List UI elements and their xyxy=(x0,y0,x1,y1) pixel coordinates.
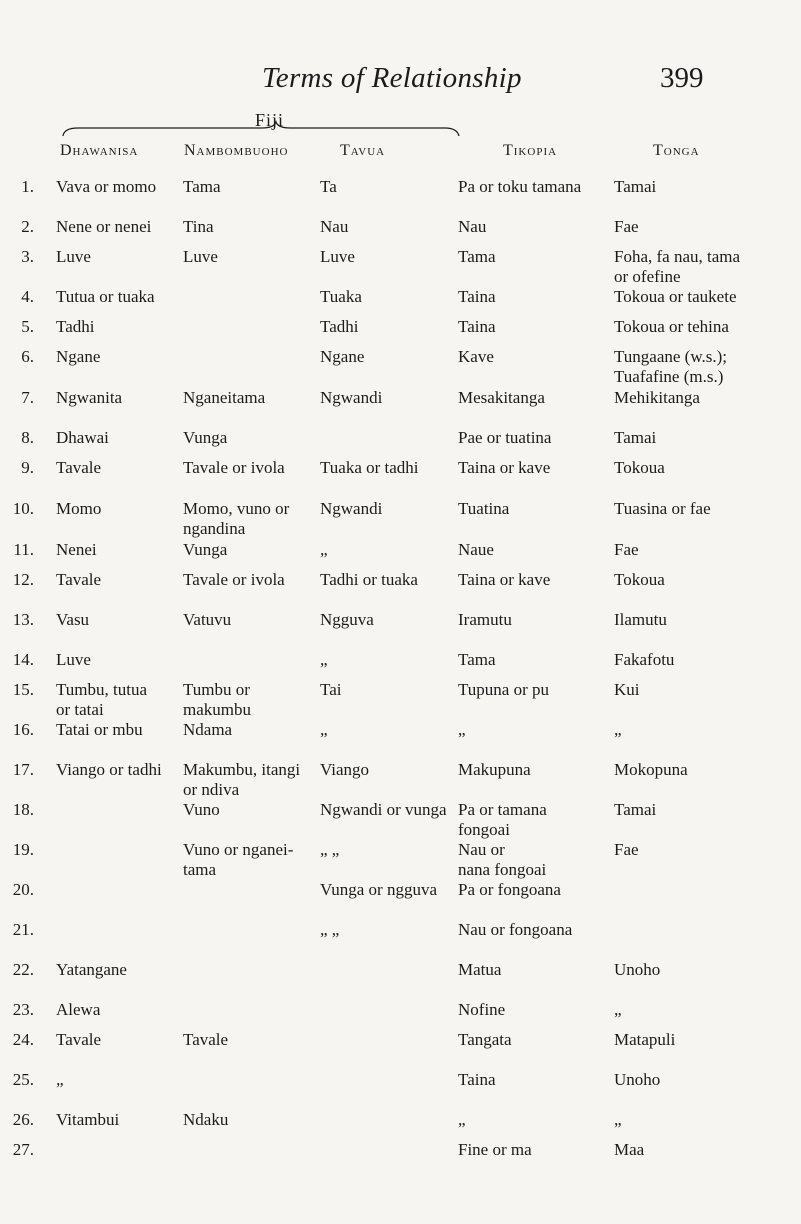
row-number: 2. xyxy=(21,217,34,236)
cell-tikopia: Matua xyxy=(458,960,502,979)
cell-dhawanisa: „ xyxy=(56,1070,64,1089)
cell-tavua: Viango xyxy=(320,760,370,779)
column-header-nambombuoho: Nambombuoho xyxy=(184,142,289,159)
row-number: 27. xyxy=(12,1140,34,1159)
cell-tavua: „ „ xyxy=(320,920,340,939)
cell-nambombuoho: Luve xyxy=(183,247,218,266)
cell-tikopia: Tangata xyxy=(458,1030,512,1049)
row-number: 9. xyxy=(21,458,34,477)
cell-nambombuoho: Vunga xyxy=(183,540,228,559)
row-number: 1. xyxy=(21,177,34,196)
cell-tavua: Tuaka xyxy=(320,287,362,306)
cell-nambombuoho: Vunga xyxy=(183,428,228,447)
cell-tikopia: Tupuna or pu xyxy=(458,680,549,699)
cell-tikopia: Iramutu xyxy=(458,610,512,629)
cell-tavua: Tai xyxy=(320,680,342,699)
cell-nambombuoho: Nganeitama xyxy=(183,388,266,407)
cell-tonga: „ xyxy=(614,1000,622,1019)
cell-tavua: Ngguva xyxy=(320,610,374,629)
table-row xyxy=(0,720,801,760)
cell-nambombuoho: Tavale or ivola xyxy=(183,458,285,477)
row-number: 11. xyxy=(13,540,34,559)
cell-tonga: Tokoua xyxy=(614,570,665,589)
cell-dhawanisa: Alewa xyxy=(56,1000,101,1019)
cell-tavua: „ „ xyxy=(320,840,340,859)
cell-tikopia: Taina or kave xyxy=(458,570,551,589)
row-number: 10. xyxy=(12,499,34,518)
cell-dhawanisa: Luve xyxy=(56,650,91,669)
cell-dhawanisa: Ngwanita xyxy=(56,388,123,407)
row-number: 24. xyxy=(12,1030,34,1049)
cell-dhawanisa: Nenei xyxy=(56,540,97,559)
table-row xyxy=(0,1070,801,1110)
row-number: 26. xyxy=(12,1110,34,1129)
cell-tonga: Matapuli xyxy=(614,1030,676,1049)
cell-dhawanisa: Vitambui xyxy=(56,1110,120,1129)
cell-nambombuoho: Tina xyxy=(183,217,214,236)
cell-dhawanisa: Ngane xyxy=(56,347,101,366)
row-number: 23. xyxy=(12,1000,34,1019)
cell-tikopia: Kave xyxy=(458,347,494,366)
table-row xyxy=(0,247,801,287)
cell-nambombuoho: Tavale xyxy=(183,1030,229,1049)
table-row xyxy=(0,388,801,428)
cell-tonga: Fae xyxy=(614,217,639,236)
cell-tikopia: Fine or ma xyxy=(458,1140,532,1159)
fiji-brace xyxy=(0,0,801,150)
table-row xyxy=(0,920,801,960)
row-number: 22. xyxy=(12,960,34,979)
cell-nambombuoho: Ndaku xyxy=(183,1110,229,1129)
cell-tikopia: Taina xyxy=(458,287,496,306)
table-row xyxy=(0,347,801,387)
cell-tikopia: Pa or toku tamana xyxy=(458,177,582,196)
cell-tikopia: Mesakitanga xyxy=(458,388,545,407)
cell-nambombuoho: Tavale or ivola xyxy=(183,570,285,589)
cell-nambombuoho: Vatuvu xyxy=(183,610,232,629)
cell-nambombuoho: Momo, vuno or ngandina xyxy=(183,499,290,538)
cell-dhawanisa: Dhawai xyxy=(56,428,109,447)
cell-tavua: Luve xyxy=(320,247,355,266)
table-row xyxy=(0,458,801,498)
cell-tonga: Kui xyxy=(614,680,640,699)
cell-dhawanisa: Tadhi xyxy=(56,317,95,336)
group-label-fiji: Fiji xyxy=(255,110,285,130)
cell-tavua: „ xyxy=(320,650,328,669)
column-header-tavua: Tavua xyxy=(340,142,386,159)
cell-tonga: Unoho xyxy=(614,1070,661,1089)
row-number: 19. xyxy=(12,840,34,859)
cell-tonga: Fae xyxy=(614,840,639,859)
column-header-tonga: Tonga xyxy=(653,142,700,159)
table-row xyxy=(0,760,801,800)
cell-nambombuoho: Vuno xyxy=(183,800,220,819)
cell-tonga: Mokopuna xyxy=(614,760,688,779)
cell-dhawanisa: Vasu xyxy=(56,610,90,629)
row-number: 14. xyxy=(12,650,34,669)
cell-tonga: Foha, fa nau, tama or ofefine xyxy=(614,247,741,286)
cell-nambombuoho: Vuno or nganei- tama xyxy=(183,840,294,879)
cell-nambombuoho: Tama xyxy=(183,177,221,196)
cell-dhawanisa: Vava or momo xyxy=(56,177,157,196)
table-row xyxy=(0,680,801,720)
cell-tonga: Maa xyxy=(614,1140,645,1159)
cell-tonga: „ xyxy=(614,1110,622,1129)
cell-tikopia: Pa or fongoana xyxy=(458,880,561,899)
row-number: 20. xyxy=(12,880,34,899)
cell-dhawanisa: Tavale xyxy=(56,570,102,589)
table-row xyxy=(0,880,801,920)
row-number: 7. xyxy=(21,388,34,407)
cell-tikopia: Naue xyxy=(458,540,494,559)
table-row xyxy=(0,1030,801,1070)
row-number: 4. xyxy=(21,287,34,306)
cell-nambombuoho: Makumbu, itangi or ndiva xyxy=(183,760,301,799)
row-number: 21. xyxy=(12,920,34,939)
row-number: 18. xyxy=(12,800,34,819)
cell-tikopia: Taina xyxy=(458,317,496,336)
table-row xyxy=(0,800,801,840)
cell-tonga: Ilamutu xyxy=(614,610,667,629)
cell-tikopia: Taina or kave xyxy=(458,458,551,477)
cell-dhawanisa: Tumbu, tutua or tatai xyxy=(56,680,148,719)
cell-tikopia: Tuatina xyxy=(458,499,510,518)
cell-tavua: Ngwandi xyxy=(320,499,383,518)
cell-tonga: Tokoua xyxy=(614,458,665,477)
cell-tonga: Unoho xyxy=(614,960,661,979)
cell-dhawanisa: Momo xyxy=(56,499,102,518)
cell-dhawanisa: Tavale xyxy=(56,1030,102,1049)
table-row xyxy=(0,610,801,650)
cell-tikopia: „ xyxy=(458,1110,466,1129)
cell-tavua: Tuaka or tadhi xyxy=(320,458,419,477)
table-row xyxy=(0,177,801,217)
cell-tikopia: Nau or fongoana xyxy=(458,920,573,939)
table-row xyxy=(0,570,801,610)
cell-tikopia: Nofine xyxy=(458,1000,506,1019)
cell-tonga: Fakafotu xyxy=(614,650,675,669)
row-number: 6. xyxy=(21,347,34,366)
row-number: 3. xyxy=(21,247,34,266)
cell-tikopia: Nau xyxy=(458,217,487,236)
cell-tikopia: Tama xyxy=(458,247,496,266)
table-row xyxy=(0,499,801,539)
cell-tonga: Tokoua or taukete xyxy=(614,287,737,306)
row-number: 16. xyxy=(12,720,34,739)
cell-tavua: „ xyxy=(320,540,328,559)
cell-dhawanisa: Tutua or tuaka xyxy=(56,287,155,306)
cell-tikopia: Nau or nana fongoai xyxy=(458,840,547,879)
cell-tikopia: Tama xyxy=(458,650,496,669)
cell-tonga: „ xyxy=(614,720,622,739)
cell-tavua: „ xyxy=(320,720,328,739)
cell-tonga: Tungaane (w.s.); Tuafafine (m.s.) xyxy=(614,347,728,386)
cell-tikopia: Pa or tamana fongoai xyxy=(458,800,547,839)
cell-tavua: Ta xyxy=(320,177,337,196)
cell-tavua: Ngwandi or vunga xyxy=(320,800,447,819)
cell-tonga: Tuasina or fae xyxy=(614,499,711,518)
table-row xyxy=(0,840,801,880)
cell-tikopia: Makupuna xyxy=(458,760,531,779)
cell-dhawanisa: Nene or nenei xyxy=(56,217,152,236)
cell-dhawanisa: Tavale xyxy=(56,458,102,477)
cell-dhawanisa: Yatangane xyxy=(56,960,127,979)
cell-tonga: Fae xyxy=(614,540,639,559)
column-header-tikopia: Tikopia xyxy=(503,142,558,159)
row-number: 12. xyxy=(12,570,34,589)
cell-tavua: Tadhi xyxy=(320,317,359,336)
cell-tavua: Nau xyxy=(320,217,349,236)
cell-tavua: Tadhi or tuaka xyxy=(320,570,418,589)
cell-dhawanisa: Tatai or mbu xyxy=(56,720,143,739)
cell-dhawanisa: Luve xyxy=(56,247,91,266)
cell-tikopia: „ xyxy=(458,720,466,739)
cell-tavua: Ngwandi xyxy=(320,388,383,407)
row-number: 25. xyxy=(12,1070,34,1089)
row-number: 5. xyxy=(21,317,34,336)
cell-tonga: Tamai xyxy=(614,177,657,196)
cell-tavua: Vunga or ngguva xyxy=(320,880,438,899)
cell-tonga: Tokoua or tehina xyxy=(614,317,729,336)
cell-nambombuoho: Ndama xyxy=(183,720,233,739)
row-number: 15. xyxy=(12,680,34,699)
page-number: 399 xyxy=(660,62,704,94)
cell-tonga: Mehikitanga xyxy=(614,388,700,407)
cell-dhawanisa: Viango or tadhi xyxy=(56,760,162,779)
cell-nambombuoho: Tumbu or makumbu xyxy=(183,680,251,719)
table-row xyxy=(0,1140,801,1180)
cell-tikopia: Taina xyxy=(458,1070,496,1089)
cell-tikopia: Pae or tuatina xyxy=(458,428,552,447)
table-row xyxy=(0,960,801,1000)
row-number: 13. xyxy=(12,610,34,629)
row-number: 17. xyxy=(12,760,34,779)
running-title: Terms of Relationship xyxy=(262,62,522,94)
cell-tavua: Ngane xyxy=(320,347,365,366)
column-header-dhawanisa: Dhawanisa xyxy=(60,142,139,159)
row-number: 8. xyxy=(21,428,34,447)
cell-tonga: Tamai xyxy=(614,428,657,447)
cell-tonga: Tamai xyxy=(614,800,657,819)
